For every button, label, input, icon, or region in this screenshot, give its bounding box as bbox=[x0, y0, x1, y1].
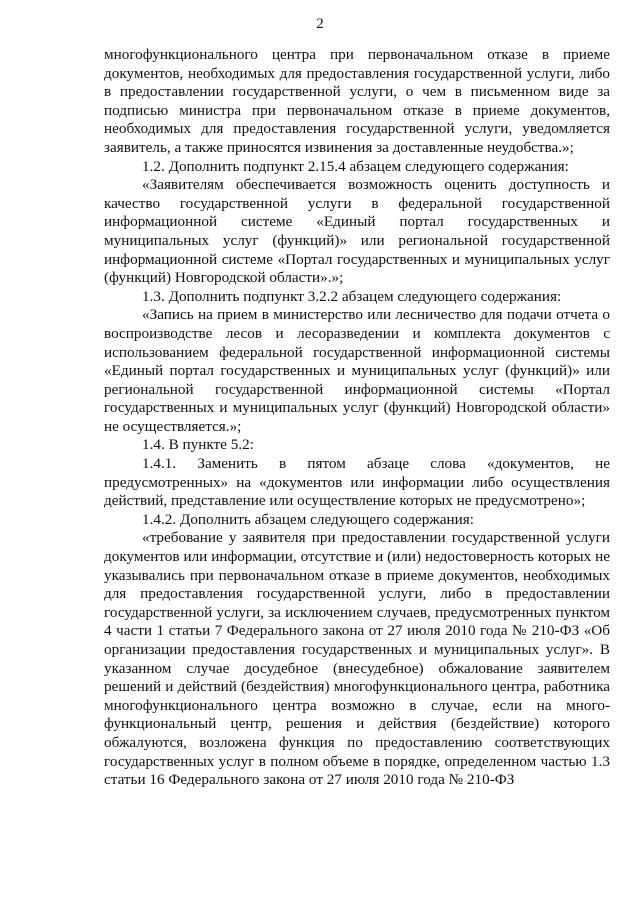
paragraph-1-4-1: 1.4.1. Заменить в пятом абзаце слова «документов, не предусмотренных» на «документов или информации либо осуществления действий, представление или осуществление которых не предусмотрено»; bbox=[104, 455, 610, 510]
paragraph-1-2: 1.2. Дополнить подпункт 2.15.4 абзацем следующего содержания: bbox=[142, 157, 569, 175]
paragraph-1-4-2-quote: «требование у заявителя при предоставлении государственной услуги документов или информации, отсутствие и (или) недостоверность которых не указывались при первоначальном отказе в приеме документов, необходимых для предоставления государственной услуги, либо в предоставлении государственной услуги, за исключением случаев, предусмотренных пунктом 4 части 1 статьи 7 Федерального закона от 27 июля 2010 года № 210-ФЗ «Об организации предоставления государственных и муниципальных услуг». В указанном случае досудебное (внесудебное) обжалование заявителем решений и действий (бездействия) многофункционального центра, работника многофункционального центра возможно в случае, если на многофункциональный центр, решения и действия (бездействие) которого обжалуются, возложена функция по предоставлению соответствующих государственных услуг в полном объеме в порядке, определенном частью 1.3 статьи 16 Федерального закона от 27 июля 2010 года № 210-ФЗ bbox=[104, 529, 610, 789]
document-body bbox=[104, 46, 610, 790]
paragraph-1-4-2: 1.4.2. Дополнить абзацем следующего содержания: bbox=[142, 510, 474, 528]
paragraph-continuation: многофункционального центра при первоначальном отказе в приеме документов, необходимых для предоставления государственной услуги, либо в предоставлении государственной услуги, о чем в письменном виде за подписью министра при первоначальном отказе в приеме документов, необходимых для предоставления государственной услуги, уведомляется заявитель, а также приносятся извинения за доставленные неудобства.»; bbox=[104, 46, 610, 156]
paragraph-1-3-quote: «Запись на прием в министерство или лесничество для подачи отчета о воспроизводстве лесов и лесоразведении и комплекта документов с использованием федеральной государственной информационной системы «Единый портал государственных и муниципальных услуг (функций)» или региональной государственной информационной системы «Портал государственных и муниципальных услуг (функций) Новгородской области» не осуществляется.»; bbox=[104, 306, 610, 435]
paragraph-1-3: 1.3. Дополнить подпункт 3.2.2 абзацем следующего содержания: bbox=[142, 287, 562, 305]
paragraph-1-4: 1.4. В пункте 5.2: bbox=[142, 436, 254, 454]
paragraph-1-2-quote: «Заявителям обеспечивается возможность оценить доступность и качество государственной услуги в федеральной государственной информационной системе «Единый портал государственных и муниципальных услуг (функций)» или региональной государственной информационной системе «Портал государственных и муниципальных услуг (функций) Новгородской области».»; bbox=[104, 176, 610, 287]
page-number: 2 bbox=[316, 16, 324, 32]
